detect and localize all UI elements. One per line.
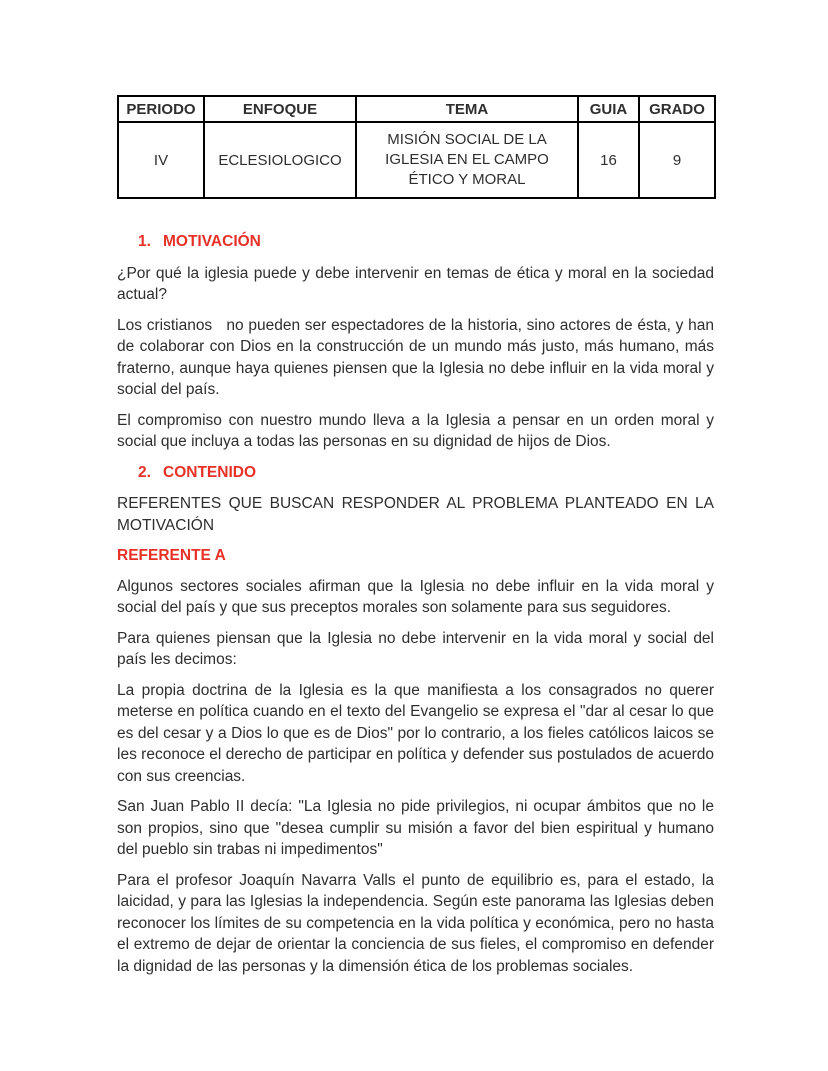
table-header-row [118, 96, 715, 122]
paragraph-para-quienes: Para quienes piensan que la Iglesia no debe intervenir en la vida moral y social del país les decimos: [117, 629, 714, 668]
paragraph-compromiso: El compromiso con nuestro mundo lleva a la Iglesia a pensar en un orden moral y social que incluya a todas las personas en su dignidad de hijos de Dios. [117, 411, 714, 450]
paragraph-algunos-sectores: Algunos sectores sociales afirman que la Iglesia no debe influir en la vida moral y social del país y que sus preceptos morales son solamente para sus seguidores. [117, 577, 714, 616]
paragraph-referentes-intro: REFERENTES QUE BUSCAN RESPONDER AL PROBLEMA PLANTEADO EN LA MOTIVACIÓN [117, 495, 714, 534]
section-heading-contenido [117, 462, 714, 484]
cell-periodo: IV [118, 122, 204, 198]
document-content [117, 95, 714, 986]
table-header-tema: TEMA [356, 96, 578, 122]
paragraph-question: ¿Por qué la iglesia puede y debe intervenir en temas de ética y moral en la sociedad actual? [117, 264, 714, 303]
cell-tema-text: MISIÓN SOCIAL DE LA IGLESIA EN EL CAMPO ÉTICO Y MORAL [385, 131, 549, 188]
section-heading-referente-a: REFERENTE A [117, 547, 226, 564]
cell-enfoque: ECLESIOLOGICO [204, 122, 356, 198]
table-header-grado: GRADO [639, 96, 715, 122]
table-header-periodo: PERIODO [118, 96, 204, 122]
cell-tema [356, 122, 578, 198]
paragraph-cristianos: Los cristianos no pueden ser espectadores de la historia, sino actores de ésta, y han de colaborar con Dios en la construcción de un mundo más justo, más humano, más fraterno, aunque haya quienes piensen que la Iglesia no debe influir en la vida moral y social del país. [117, 316, 714, 398]
header-table [117, 95, 716, 199]
section-number: 2. [138, 463, 151, 481]
section-title: MOTIVACIÓN [163, 233, 261, 250]
table-header-enfoque: ENFOQUE [204, 96, 356, 122]
paragraph-navarra-valls: Para el profesor Joaquín Navarra Valls el punto de equilibrio es, para el estado, la laicidad, y para las Iglesias la independencia. Según este panorama las Iglesias deben reconocer los límites de su competencia en la vida política y económica, pero no hasta el extremo de dejar de orientar la conciencia de sus fieles, el compromiso en defender la dignidad de las personas y la dimensión ética de los problemas sociales. [117, 871, 714, 975]
section-title: CONTENIDO [163, 463, 256, 481]
section-heading-motivacion [117, 231, 714, 253]
table-header-guia: GUIA [578, 96, 639, 122]
section-number: 1. [138, 233, 151, 250]
cell-guia: 16 [578, 122, 639, 198]
cell-grado: 9 [639, 122, 715, 198]
paragraph-doctrina: La propia doctrina de la Iglesia es la que manifiesta a los consagrados no querer meterse en política cuando en el texto del Evangelio se expresa el "dar al cesar lo que es del cesar y a Dios lo que es de Dios" por lo contrario, a los fieles católicos laicos se les reconoce el derecho de participar en política y defender sus postulados de acuerdo con sus creencias. [117, 681, 714, 785]
paragraph-san-juan-pablo: San Juan Pablo II decía: "La Iglesia no pide privilegios, ni ocupar ámbitos que no le son propios, sino que "desea cumplir su misión a favor del bien espiritual y humano del pueblo sin trabas ni impedimentos" [117, 798, 714, 858]
table-row [118, 122, 715, 198]
